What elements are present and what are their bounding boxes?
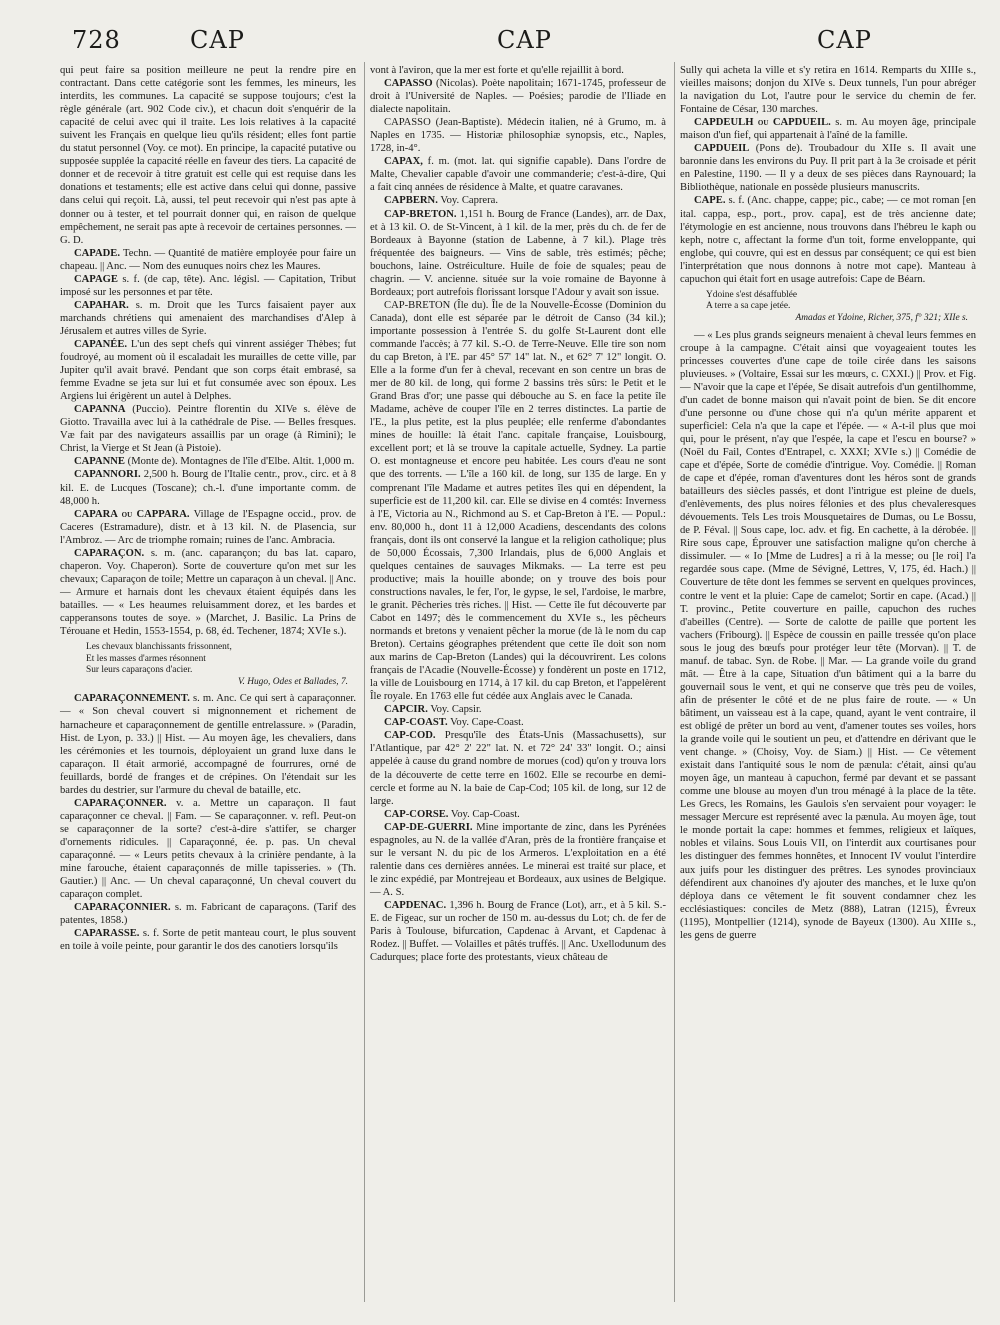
column-right <box>680 64 976 942</box>
entry-text: Voy. Cap-Coast. <box>450 808 520 820</box>
entry-text: s. m. Anc. Ce qui sert à caparaçonner. — « Son cheval couvert si mignonnement et richement de harnacheure et caparaçonnement de gentille entrelassure. » (Paradin, Hist. de Lyon, p. 33.) || Hist. — Au moyen âge, les chevaliers, dans les cérémonies et les tournois, déployaient un grand luxe dans le caparaçon. Il était armorié, accompagné de fourrures, orné de feuillards, bordé de franges et de crépines. On l'étendait sur les bardes du destrier, sur l'armure du cheval de bataille, etc. <box>60 693 356 796</box>
entry-text: Voy. Caprera. <box>440 195 498 207</box>
entry-text: 1,396 h. Bourg de France (Lot), arr., et à 5 kil. S.-E. de Figeac, sur un rocher de 150 m. au-dessus du Lot; ch. de fer de Paris à Toulouse, bifurcation, Capdenac à Arvant, et Capdenac à Rodez. || Buffet. — Volailles et pâtés truffés. || Anc. Uxellodunum des Cadurques; place forte des protestants, vieux château de <box>370 900 666 964</box>
entry-text: v. a. Mettre un caparaçon. Il faut caparaçonner ce cheval. || Fam. — Se caparaçonner. v. refl. Peut-on se caparaçonner de la sorte? c'est-à-dire s'attifer, se charger d'ornements ridicules. || Caparaçonné, ée. p. pas. Un cheval caparaçonné. — « Leurs petits chevaux à la crinière pendante, à la mine farouche, étaient caparaçonnés de mille tapisseries. » (Th. Gautier.) || Anc. — Un cheval caparaçonné, Un cheval couvert du caparaçon complet. <box>60 797 356 901</box>
dictionary-entry <box>370 808 666 821</box>
dictionary-entry <box>370 64 666 77</box>
entry-headword: CAPAHAR. <box>74 299 129 311</box>
dictionary-entry <box>60 692 356 796</box>
entry-headword: CAPARAÇONNER. <box>74 797 167 809</box>
entry-text: (Pons de). Troubadour du XIIe s. Il avait une baronnie dans les environs du Puy. Il prit part à la 3e croisade et périt en Palestine, 1190. — Il y a deux de ses pièces dans Raynouard; la Bibliothèque, nationale en possède plusieurs manuscrits. <box>680 143 976 194</box>
entry-text: (Puccio). Peintre florentin du XIVe s. élève de Giotto. Travailla avec lui à la cathédrale de Pise. — Belles fresques. Væ fait par des navigateurs assaillis par un orage (à Rimini); le Christ, la Vierge et St Jean (à Pistoie). <box>60 404 356 455</box>
entry-text: Voy. Capsir. <box>430 704 482 716</box>
entry-headword: CAPARAÇONNIER. <box>74 902 171 914</box>
entry-text: s. f. (de cap, tête). Anc. législ. — Capitation, Tribut imposé sur les personnes et par tête. <box>60 273 356 298</box>
entry-headword: CAPARAÇONNEMENT. <box>74 693 190 705</box>
entry-text: — « Les plus grands seigneurs menaient à cheval leurs femmes en croupe à la campagne. C'était ainsi que voyageaient toutes les princesses couvertes d'une cape de toile cirée dans les saisons pluvieuses. » (Voltaire, Essai sur les mœurs, c. CXXI.) || Prov. et Fig. — N'avoir que la cape et l'épée, Se disait autrefois d'un gentilhomme, d'un cadet de bonne maison qui n'avait point de bien. Se dit encore d'une personne ou d'une chose qui n'a qu'un mérite apparent et superficiel: Cela n'a que la cape et l'épée. — « A-t-il plus que moi qui, pour le présent, n'ay que l'espée, la cape et l'escu en bourse? » (Noël du Fail, Contes d'Entrapel, c. XXXI; XVIe s.) || Comédie de cape et d'épée, Sorte de comédie d'intrigue. Voy. Comédie. || Roman de cape et d'épée, roman d'aventures dont les héros sont de grands batailleurs des siècles passés, et dont l'intrigue est pleine de duels, d'enlèvements, des plus noires félonies et des plus chevaleresques dévouements. Tels Les trois Mousquetaires de Dumas, ou Le Bossu, de P. Féval. || Sous cape, loc. adv. et fig. En cachette, à la dérobée. || Rire sous cape, Éprouver une satisfaction maligne qu'on cherche à dissimuler. — « Io [Mme de Ludres] a ri à la messe; ou [le roi] l'a regardée sous cape. (Mme de Sévigné, Lettres, V, 175, éd. Hach.) || Couverture de tête dont les femmes se servent en quelques provinces, contre le vent et la pluie: Cape de camelot; Sortir en cape. (Acad.) || T. provinc., Petite couverture en paille, capuchon des ruches d'abeilles (Centre). — Sorte de calotte de paille que portent les vachers (Fribourg). || Espèce de coussin en paille tressée qu'on place sous le joug des bœufs pour protéger leur tête (Morvan). || T. de manuf. de tabac. Syn. de Robe. || Mar. — La grande voile du grand mât. — Être à la cape, Situation d'un bâtiment qui a la barre du gouvernail sous le vent, et qui ne conserve que très peu de voiles, afin de présenter le côté et de ne plus faire de route. — « Un bâtiment, un vaisseau est à la cape, quand, ayant le vent contraire, il est obligé de prêter un bord au vent, d'amener toutes ses voiles, hors la grande voile qui le soutient un peu, et d'attendre en dérivant que le vent change. » (Choisy, Voy. de Siam.) || Hist. — Ce vêtement existait dans l'antiquité sous le nom de pænula: c'était, ainsi qu'au moyen âge, un manteau à capuchon, fermé par devant et se passant comme une blouse au moyen d'un trou ménagé à la place de la tête. Les Grecs, les Romains, les Gaulois s'en servaient pour voyager: le messager Mercure est représenté avec la pænula. Au moyen âge, tout le monde portait la cape: hommes et femmes, religieux et laïques, nobles et vilains. Sous Louis VII, on l'interdit aux courtisanes pour les distinguer des femmes honnêtes, et Innocent IV voulut l'interdire aux juifs pour les distinguer des prêtres. Les synodes provinciaux défendirent aux chanoines d'y ajouter des manches, et le luxe qu'on déploya dans ce vêtement le fit souvent condamner chez les ecclésiastiques: conciles de Metz (888), Latran (1215), Évreux (1195), Montpellier (1214), synode de Bayeux (1300). Au XIIIe s., les gens de guerre <box>680 329 976 941</box>
entry-headword: CAPDEULH ou CAPDUEIL. <box>694 117 831 129</box>
dictionary-entry <box>370 208 666 299</box>
dictionary-entry <box>60 247 356 273</box>
entry-text: s. m. Au moyen âge, principale maison d'un fief, qui appartenait à l'aîné de la famille. <box>680 117 976 142</box>
entry-headword: CAPAX, <box>384 156 423 168</box>
entry-headword: CAPAGE <box>74 273 118 285</box>
entry-text: s. f. (Anc. chappe, cappe; pic., cabe; — ce mot roman [en ital. cappa, esp., port., prov. capa], est de très ancienne date; l'étymologie en est ancienne, nous trouvons dans l'hébreu le kaph ou keph, notre c, affectant la forme d'un toit, forme enveloppante, qui englobe, qui couvre, qui est en dessus par conséquent; ce qui est bien l'interprétation que nous donnons à notre mot cape). Manteau à capuchon qui était fort en usage autrefois: Cape de Béarn. <box>680 195 976 285</box>
entry-text: s. m. Fabricant de caparaçons. (Tarif des patentes, 1858.) <box>60 902 356 927</box>
dictionary-entry <box>370 899 666 964</box>
dictionary-entry <box>370 821 666 899</box>
dictionary-entry <box>60 927 356 953</box>
entry-text: f. m. (mot. lat. qui signifie capable). Dans l'ordre de Malte, Chevalier capable d'avoir une commanderie; c'est-à-dire, Qui a fait cinq années de résidence à Malte, et quatre caravanes. <box>370 156 666 194</box>
entry-headword: CAP-COD. <box>384 730 436 742</box>
dictionary-entry <box>60 403 356 455</box>
dictionary-entry <box>60 468 356 507</box>
verse-line: Les chevaux blanchissants frissonnent, <box>86 642 232 653</box>
running-head-left: CAP <box>190 26 245 54</box>
verse-quote <box>86 642 356 688</box>
dictionary-entry <box>60 797 356 901</box>
dictionary-entry <box>680 329 976 942</box>
verse-line: A terre a sa cape jetée. <box>706 301 791 312</box>
dictionary-entry <box>370 77 666 116</box>
dictionary-entry <box>370 703 666 716</box>
entry-headword: CAPARASSE. <box>74 928 140 940</box>
entry-headword: CAPBERN. <box>384 195 438 207</box>
entry-text: s. m. Droit que les Turcs faisaient payer aux marchands chrétiens qui amenaient des marchandises d'Alep à Jérusalem et autres villes de Syrie. <box>60 299 356 337</box>
entry-text: CAPASSO (Jean-Baptiste). Médecin italien, né à Grumo, m. à Naples en 1735. — Historiæ philosophiæ synopsis, etc., Naples, 1728, in-4°. <box>370 117 666 155</box>
dictionary-entry <box>60 547 356 638</box>
dictionary-entry <box>60 901 356 927</box>
entry-text: Sully qui acheta la ville et s'y retira en 1614. Remparts du XIIIe s., vieilles maisons; donjon du XIVe s. Deux tunnels, l'un pour abréger la navigation du Lot, l'autre pour le service du chemin de fer. Fontaine de César, 130 marches. <box>680 65 976 116</box>
dictionary-entry <box>680 142 976 194</box>
entry-text: qui peut faire sa position meilleure ne peut la rendre pire en contractant. Dans cette catégorie sont les femmes, les mineurs, les interdits, les communes. La capacité se suppose toujours; c'est la règle générale (art. 902 Code civ.), et chacun doit s'enquérir de la capacité de celui avec qui il traite. Les lois relatives à la capacité suivent les Français en quelque lieu qu'ils résident; elles font partie du statut personnel (Voy. ce mot). En principe, la capacité putative ou supposée supplée la capacité réelle en faveur des tiers. La capacité de donner et de recevoir à titre gratuit est celle qui est requise dans les donations et testaments; elle est active dans celui qui donne, passive dans celui qui reçoit. Là, aussi, tel peut recevoir qui n'est pas apte à donner ou à tester, et tel pourrait donner qui, en raison de quelque empêchement, ne serait pas apte à recevoir de certaines personnes. — G. D. <box>60 65 356 246</box>
dictionary-entry <box>60 338 356 403</box>
dictionary-entry <box>370 729 666 807</box>
entry-headword: CAPADE. <box>74 247 121 259</box>
entry-headword: CAP-COAST. <box>384 717 448 729</box>
entry-headword: CAP-CORSE. <box>384 808 449 820</box>
running-head-right: CAP <box>817 26 872 54</box>
dictionary-entry <box>60 273 356 299</box>
entry-text: Techn. — Quantité de matière employée pour faire un chapeau. || Anc. — Nom des eunuques noirs chez les Maures. <box>60 247 356 272</box>
dictionary-entry <box>60 64 356 247</box>
entry-headword: CAP-BRETON. <box>384 208 457 220</box>
column-rule <box>364 62 365 1302</box>
verse-line: Sur leurs caparaçons d'acier. <box>86 665 193 676</box>
entry-headword: CAPDENAC. <box>384 900 447 911</box>
entry-headword: CAP-DE-GUERRI. <box>384 821 473 833</box>
dictionary-entry <box>370 716 666 729</box>
entry-text: CAP-BRETON (Île du). Île de la Nouvelle-Écosse (Dominion du Canada), dont elle est séparée par le détroit de Canso (34 kil.); importante possession à l'entrée S. du golfe St-Laurent dont elle commande l'accès; à 77 kil. S.-O. de Terre-Neuve. Elle tire son nom du cap Breton, à l'E. par 45° 57' 14" lat. N., et 62° 7' 12" longit. O. Elle a la forme d'un fer à cheval, recevant en son centre un bras de mer de 80 kil. de long, qui forme 2 bassins très sûrs: le Petit et le Grand Bras d'or; une passe qui débouche au S. en face la petite île Madame, achève de couper l'île en 2 terres distinctes. La partie de l'E., la plus petite, est la plus peuplée; elle renferme d'abondantes mines de houille: là était l'anc. capitale française, Louisbourg, excellent port; et là se trouve la capitale actuelle, Sydney. La partie O. est montagneuse et encore peu habitée. Les cours d'eau ne sont que des torrents. — L'île a 160 kil. de long, sur 135 de large. En y comprenant l'île Madame et autres petites îles qui en dépendent, la superficie est de 11,200 kil. car. Elle se divise en 4 comtés: Inverness à l'E, Victoria au N., Richmond au S. et Cap-Breton à l'E. — Popul.: env. 80,000 h., dont 11 à 12,000 Acadiens, descendants des colons français, dont ils ont conservé la langue et la religion catholique; plus de 50,000 Écossais, 7,300 Irlandais, plus de 6,000 Anglais et quelques centaines de sauvages Mikmaks. — La terre est peu productive; mais la houille abonde; on y trouve des bois pour constructions navales, le fer, l'or, le gypse, le sel, l'ardoise, le marbre, le granit. Pêcheries très riches. || Hist. — Cette île fut découverte par Cabot en 1497; dès le commencement du XVIe s., les pêcheurs normands et bretons y venaient pêcher la morue (de là le nom du cap Breton). Certains géographes prétendent que cette île doit son nom aux marins de Cap-Breton (Landes) qui la découvrirent. Les colons français de l'Acadie (Nouvelle-Écosse) y fondèrent un poste en 1712, la ville de Louisbourg en 1714, à 17 kil. du cap Breton, et l'appelèrent Île royale. En 1763 elle fut cédée aux Anglais avec le Canada. <box>370 299 666 703</box>
entry-text: Mine importante de zinc, dans les Pyrénées espagnoles, au N. de la vallée d'Aran, près de la frontière française et sur le versant N. du pic de los Armeros. L'exploitation en a été ralentie dans ces dernières années. Le minerai est traité sur place, et le zinc expédié, par Montrejeau et Bordeaux, aux usines de Belgique. — A. S. <box>370 821 666 898</box>
entry-headword: CAPASSO <box>384 78 433 90</box>
entry-headword: CAPARA ou CAPPARA. <box>74 508 190 520</box>
page-number: 728 <box>72 26 121 54</box>
entry-text: s. f. Sorte de petit manteau court, le plus souvent en toile à voile peinte, pour garantir le dos des canotiers lorsqu'ils <box>60 928 356 953</box>
verse-line: Et les masses d'armes résonnent <box>86 653 206 664</box>
entry-text: 2,500 h. Bourg de l'Italie centr., prov., circ. et à 8 kil. E. de Lucques (Toscane); ch.-l. d'une importante comm. de 48,000 h. <box>60 469 357 507</box>
dictionary-entry <box>680 116 976 142</box>
dictionary-entry <box>370 155 666 194</box>
dictionary-entry <box>60 508 356 547</box>
column-middle <box>370 64 666 964</box>
entry-text: 1,151 h. Bourg de France (Landes), arr. de Dax, et à 13 kil. O. de St-Vincent, à 1 kil. de la mer, près du ch. de fer de Bordeaux à Bayonne (station de Labenne, à 7 kil.). Plage très fréquentée des baigneurs. — Vins de sable, très estimés; pêche; bouchons, laine. Ostréiculture. Huile de foie de squales; peau de chagrin. — V. ancienne. située sur la voie romaine de Bayonne à Bordeaux; port autrefois florissant lorsque l'Adour y avait son issue. <box>370 208 666 298</box>
dictionary-entry <box>370 194 666 207</box>
entry-headword: CAPCIR. <box>384 704 428 716</box>
dictionary-entry <box>60 299 356 338</box>
verse-quote <box>706 290 976 325</box>
verse-attribution: V. Hugo, Odes et Ballades, 7. <box>238 676 348 687</box>
entry-text: Presqu'île des États-Unis (Massachusetts), sur l'Atlantique, par 42° 2' 22" lat. N. et 72° 24' 33" longit. O.; ainsi appelée à cause du grand nombre de morues (cod) qu'on y trouva lors de la découverte de cette terre en 1602. Elle se recourbe en demi-cercle et forme au N. la baie de Cap-Cod; 105 kil. de long, sur 12 de large. <box>370 730 666 807</box>
entry-text: vont à l'aviron, que la mer est forte et qu'elle rejaillit à bord. <box>370 65 624 76</box>
entry-text: (Nicolas). Poète napolitain; 1671-1745, professeur de droit à l'Université de Naples. — Poésies; parodie de l'Iliade en dialecte napolitain. <box>370 78 666 116</box>
entry-text: Voy. Cape-Coast. <box>450 717 524 729</box>
entry-headword: CAPANNA <box>74 404 126 416</box>
entry-headword: CAPANNORI. <box>74 469 141 481</box>
dictionary-entry <box>370 116 666 155</box>
verse-line: Ydoine s'est désaffublée <box>706 289 798 300</box>
running-head-center: CAP <box>497 26 552 54</box>
column-rule <box>674 62 675 1302</box>
entry-headword: CAPARAÇON. <box>74 547 145 559</box>
dictionary-entry <box>680 64 976 116</box>
entry-headword: CAPANNE <box>74 456 126 468</box>
dictionary-entry <box>370 299 666 703</box>
entry-text: Village de l'Espagne occid., prov. de Caceres (Estramadure), distr. et à 13 kil. N. de Plasencia, sur l'Ambroz. — Arc de triomphe romain; ruines de l'anc. Ambracia. <box>60 508 356 546</box>
column-left <box>60 64 356 953</box>
entry-headword: CAPDUEIL <box>694 143 750 155</box>
entry-headword: CAPE. <box>694 195 726 207</box>
entry-text: L'un des sept chefs qui vinrent assiéger Thèbes; fut foudroyé, au moment où il escaladait les murailles de cette ville, par Jupiter qu'il avait bravé. Pendant que son corps était embrasé, sa femme Evadne se jeta sur lui et fut consumée avec son époux. Les Argiens lui érigèrent un autel à Delphes. <box>60 338 356 403</box>
dictionary-entry <box>60 455 356 468</box>
entry-text: s. m. (anc. caparançon; du bas lat. caparo, chaperon. Voy. Chaperon). Sorte de couverture qu'on met sur les chevaux; Caparaçon de toile; Mettre un caparaçon à un cheval. || Anc. — Armure et harnais dont les chevaux étaient équipés dans les batailles. — « Les heaumes reluisamment dorez, et les bardes et capperansons toutes de soye. » (Marchet, J. Basilic. La Prins de Térouane et Hedin, 1553-1554, p. 68, éd. Techener, 1874; XVIe s.). <box>60 547 356 638</box>
entry-headword: CAPANÉE. <box>74 338 128 350</box>
dictionary-entry <box>680 194 976 285</box>
entry-text: (Monte de). Montagnes de l'île d'Elbe. Altit. 1,000 m. <box>127 456 355 468</box>
verse-attribution: Amadas et Ydoine, Richer, 375, f° 321; XIIe s. <box>795 312 968 323</box>
